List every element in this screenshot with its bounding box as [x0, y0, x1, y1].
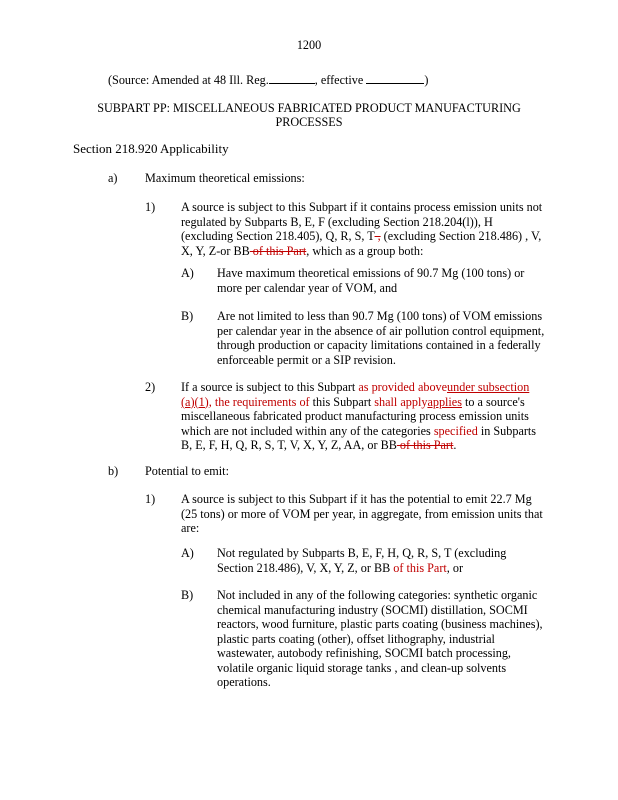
a2-line2-text-c: to a source's — [461, 394, 525, 409]
b1B-line3: reactors, wood furniture, plastic parts coating (business machines), — [217, 617, 543, 631]
subsection-a-label: a) — [108, 171, 118, 185]
subpart-title-line2: PROCESSES — [275, 115, 343, 129]
b1A-line2-text: Section 218.486), V, X, Y, Z, or BB — [217, 560, 391, 575]
b1B-line7: operations. — [217, 675, 271, 689]
a2-inserted-a1: (a)(1) — [181, 394, 209, 409]
a1B-line4: enforceable permit or a SIP revision. — [217, 352, 396, 367]
a2-deleted-as-provided-above: as provided above — [358, 380, 448, 394]
a2-line5-period: . — [453, 438, 457, 452]
a1-deleted-of-this-part: of this Part — [249, 243, 307, 258]
a1-line4-text-b: -or BB — [216, 243, 250, 258]
a1-deleted-comma: , — [374, 229, 381, 243]
a2-paragraph — [181, 380, 561, 453]
a2-line3: miscellaneous fabricated product manufacturing process emission units — [181, 409, 529, 423]
section-heading: Section 218.920 Applicability — [73, 141, 229, 156]
a1-line4 — [181, 244, 561, 259]
b1B-line5: wastewater, autobody refinishing, SOCMI batch processing, — [217, 646, 511, 660]
a1A-line2: more per calendar year of VOM, and — [217, 280, 398, 295]
a1-label: 1) — [145, 200, 156, 214]
effective-blank — [366, 72, 424, 84]
b1B-line6: volatile organic liquid storage tanks , and clean-up solvents — [217, 660, 507, 675]
a1-line3-text-c: , V, — [522, 229, 542, 243]
a1-line3-text: (excluding Section 218.405), Q, R, S, T — [181, 229, 375, 243]
register-blank — [269, 72, 315, 84]
a2-deleted-of-this-part: of this Part — [396, 438, 454, 452]
a1-line4-text-c: , which as a group both: — [306, 243, 424, 258]
a2-line4 — [181, 424, 561, 439]
b1A-line2 — [217, 561, 557, 576]
b1B-line4: plastic parts coating (other), offset lithography, industrial — [217, 631, 495, 646]
a1-line3 — [181, 229, 561, 244]
b1-label: 1) — [145, 492, 156, 506]
a1B-line2: per calendar year in the absence of air pollution control equipment, — [217, 323, 545, 338]
source-effective: , effective — [314, 73, 367, 87]
subpart-title-line1: SUBPART PP: MISCELLANEOUS FABRICATED PRODUCT MANUFACTURING — [97, 101, 521, 115]
source-note — [108, 72, 428, 88]
a2-inserted-specified: specified — [433, 423, 478, 438]
a2-line1-text: If a source is subject to this Subpart — [181, 380, 359, 394]
page-number: 1200 — [296, 38, 322, 52]
b1-line1: A source is subject to this Subpart if it has the potential to emit 22.7 Mg — [181, 492, 532, 506]
a2-inserted-applies: applies — [427, 394, 462, 409]
a1-line1: A source is subject to this Subpart if it contains process emission units not — [181, 200, 543, 214]
subsection-b-title: Potential to emit: — [145, 464, 229, 478]
a1-line4-text: X, Y, Z — [181, 243, 217, 258]
subsection-a-title: Maximum theoretical emissions: — [145, 171, 305, 185]
a2-line2 — [181, 395, 561, 410]
b1B-line2: chemical manufacturing industry (SOCMI) distillation, SOCMI — [217, 602, 528, 617]
a1-line3-text-b: (excluding Section 218.486) — [380, 229, 523, 243]
a1B-line3: through production or capacity limitations contained in a federally — [217, 338, 541, 352]
a2-line4-text-b: in Subparts — [477, 423, 537, 438]
b1A-inserted-of-this-part: of this Part — [390, 560, 447, 575]
b1A-line1: Not regulated by Subparts B, E, F, H, Q, R, S, T (excluding — [217, 546, 507, 560]
b1A-label: A) — [181, 546, 194, 560]
b1B-line1: Not included in any of the following categories: synthetic organic — [217, 588, 538, 602]
a2-line5-text: B, E, F, H, Q, R, S, T, V, X, Y, Z, AA, or BB — [181, 438, 397, 452]
a2-line1 — [181, 380, 561, 395]
a1-paragraph — [181, 200, 561, 258]
source-close: ) — [424, 73, 429, 87]
a1A-line1: Have maximum theoretical emissions of 90.7 Mg (100 tons) or — [217, 266, 525, 280]
source-prefix: (Source: Amended at 48 Ill. Reg. — [108, 73, 269, 87]
a2-inserted-under-subsection: under subsection — [447, 380, 530, 394]
b1-paragraph — [181, 492, 561, 536]
a2-line4-text: which are not included within any of the categories — [181, 423, 434, 438]
a1-line2: regulated by Subparts B, E, F (excluding Section 218.204(l)), H — [181, 214, 493, 229]
b1-line3: are: — [181, 521, 200, 535]
a2-label: 2) — [145, 380, 156, 394]
a2-deleted-shall-apply: shall apply — [374, 394, 428, 409]
b1A-paragraph — [217, 546, 557, 575]
a1A-paragraph — [217, 266, 557, 295]
a1A-label: A) — [181, 266, 194, 280]
a1B-label: B) — [181, 309, 194, 323]
subsection-b-label: b) — [108, 464, 119, 478]
a1B-paragraph — [217, 309, 557, 367]
b1A-line2-text-b: , or — [446, 560, 464, 575]
b1B-paragraph — [217, 588, 557, 690]
a2-line2-text: this Subpart — [309, 394, 375, 409]
a2-line5 — [181, 438, 561, 453]
a1B-line1: Are not limited to less than 90.7 Mg (100 tons) of VOM emissions — [217, 309, 543, 323]
b1-line2: (25 tons) or more of VOM per year, in aggregate, from emission units that — [181, 506, 543, 521]
a2-deleted-requirements: , the requirements of — [208, 394, 310, 409]
b1B-label: B) — [181, 588, 194, 602]
